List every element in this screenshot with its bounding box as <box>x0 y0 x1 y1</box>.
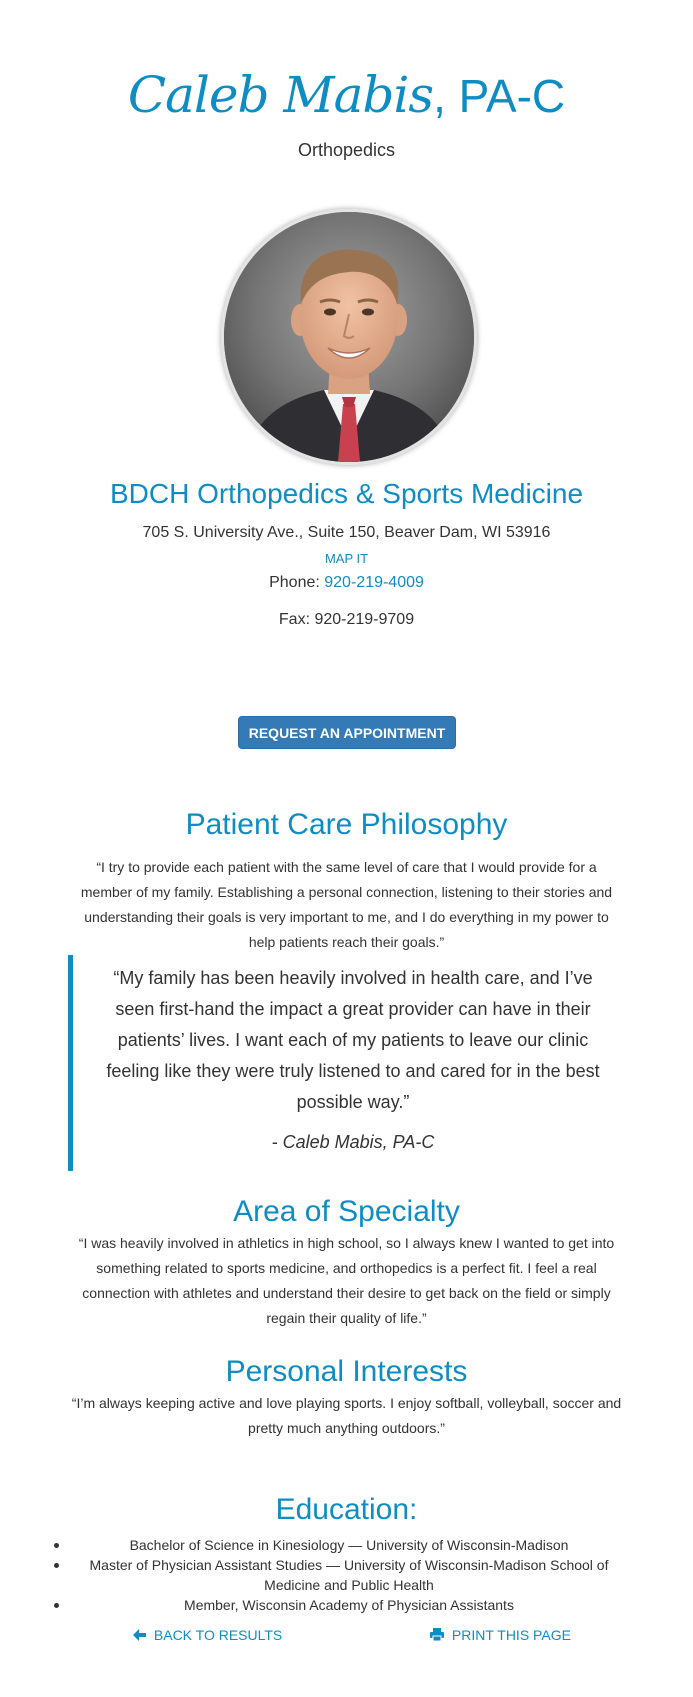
education-heading: Education: <box>275 1493 418 1526</box>
fax-line: Fax: 920-219-9709 <box>278 611 415 628</box>
print-page-link[interactable] <box>430 1627 571 1643</box>
clinic-address: 705 S. University Ave., Suite 150, Beaver Dam, WI 53916 <box>142 524 551 541</box>
provider-portrait-image <box>224 212 474 462</box>
quote-author: - Caleb Mabis, PA-C <box>271 1132 435 1152</box>
education-item: Bachelor of Science in Kinesiology — University of Wisconsin-Madison <box>54 1535 644 1555</box>
back-to-results-link[interactable] <box>133 1627 282 1643</box>
philosophy-heading: Patient Care Philosophy <box>185 808 508 841</box>
map-it-link[interactable]: MAP IT <box>324 551 369 566</box>
specialty-text: “I was heavily involved in athletics in high school, so I always knew I wanted to get into something related to sports medicine, and orthopedics is a perfect fit. I feel a real connection with athletes and understand their desire to get back on the field or simply regain their quality of life.” <box>78 1235 615 1326</box>
provider-name-heading <box>0 62 693 129</box>
specialty-heading: Area of Specialty <box>233 1195 460 1228</box>
arrow-left-icon <box>133 1627 150 1643</box>
provider-credential: , PA-C <box>433 70 566 122</box>
back-link-label: BACK TO RESULTS <box>153 1627 283 1643</box>
clinic-name: BDCH Orthopedics & Sports Medicine <box>109 478 584 509</box>
phone-label: Phone: <box>269 574 325 591</box>
interests-heading: Personal Interests <box>225 1355 468 1388</box>
philosophy-text: “I try to provide each patient with the same level of care that I would provide for a member of my family. Establishing a personal connection, listening to their stories and understanding their goals is very important to me, and I do everything in my power to help patients reach their goals.” <box>80 859 613 950</box>
phone-line <box>0 574 693 592</box>
quote-text: “My family has been heavily involved in health care, and I’ve seen first-hand the impact a great provider can have in their patients’ lives. I want each of my patients to leave our clinic feeling like they were truly listened to and cared for in the best possible way.” <box>106 968 600 1112</box>
provider-quote <box>68 955 629 1171</box>
education-list <box>54 1535 644 1615</box>
provider-name: Caleb Mabis <box>127 66 434 124</box>
education-item: Member, Wisconsin Academy of Physician Assistants <box>54 1595 644 1615</box>
provider-photo <box>221 209 477 465</box>
provider-specialty: Orthopedics <box>297 140 396 160</box>
request-appointment-button[interactable]: REQUEST AN APPOINTMENT <box>238 716 456 749</box>
education-item: Master of Physician Assistant Studies — University of Wisconsin-Madison School of Medicine and Public Health <box>54 1555 644 1595</box>
print-link-label: PRINT THIS PAGE <box>451 1627 571 1643</box>
phone-number-link[interactable]: 920-219-4009 <box>324 574 424 591</box>
printer-icon <box>430 1627 448 1643</box>
interests-text: “I’m always keeping active and love playing sports. I enjoy softball, volleyball, soccer and pretty much anything outdoors.” <box>71 1395 622 1436</box>
